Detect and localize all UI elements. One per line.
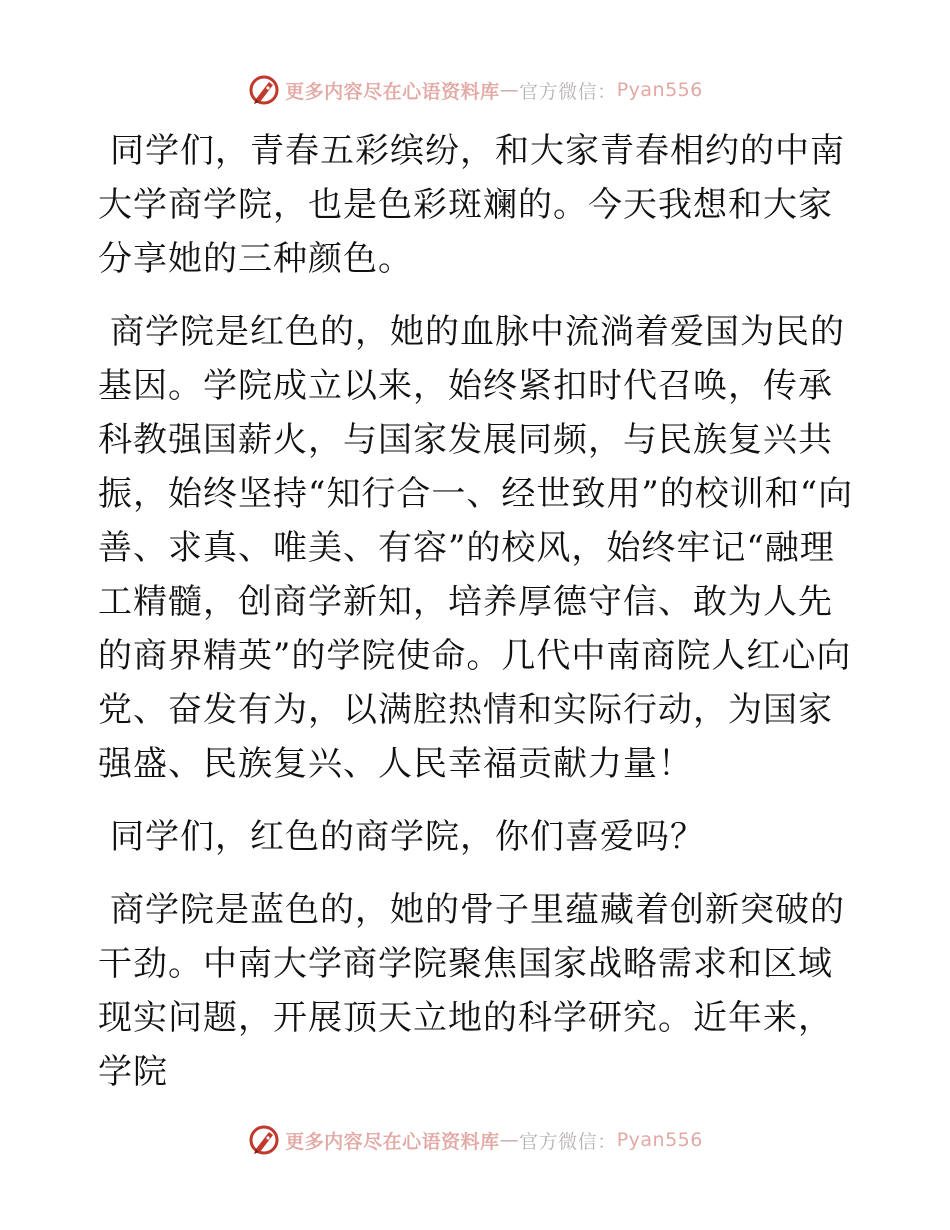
banner-wechat-label: 官方微信：: [519, 80, 617, 103]
header-banner: [0, 70, 950, 110]
banner-wechat-label: 官方微信：: [519, 1130, 617, 1153]
pen-logo-icon: [247, 1123, 281, 1157]
banner-wechat-id: Pyan556: [616, 79, 703, 101]
banner-main-text: 更多内容尽在心语资料库: [285, 80, 500, 103]
document-body: [98, 124, 858, 1118]
banner-dash: —: [499, 79, 520, 101]
paragraph-2: 商学院是红色的，她的血脉中流淌着爱国为民的基因。学院成立以来，始终紧扣时代召唤，传承科教强国薪火，与国家发展同频，与民族复兴共振，始终坚持“知行合一、经世致用”的校训和“向善、求真、唯美、有容”的校风，始终牢记“融理工精髓，创商学新知，培养厚德守信、敢为人先的商界精英”的学院使命。几代中南商院人红心向党、奋发有为，以满腔热情和实际行动，为国家强盛、民族复兴、人民幸福贡献力量！: [98, 312, 854, 784]
paragraph-3: 同学们，红色的商学院，你们喜爱吗？: [110, 817, 705, 857]
banner-wechat-id: Pyan556: [616, 1129, 703, 1151]
paragraph-4: 商学院是蓝色的，她的骨子里蕴藏着创新突破的干劲。中南大学商学院聚焦国家战略需求和区域现实问题，开展顶天立地的科学研究。近年来，学院: [98, 890, 845, 1092]
paragraph-1: 同学们，青春五彩缤纷，和大家青春相约的中南大学商学院，也是色彩斑斓的。今天我想和大家分享她的三种颜色。: [98, 131, 845, 279]
pen-logo-icon: [247, 73, 281, 107]
banner-dash: —: [499, 1129, 520, 1151]
footer-banner: [0, 1120, 950, 1160]
banner-main-text: 更多内容尽在心语资料库: [285, 1130, 500, 1153]
